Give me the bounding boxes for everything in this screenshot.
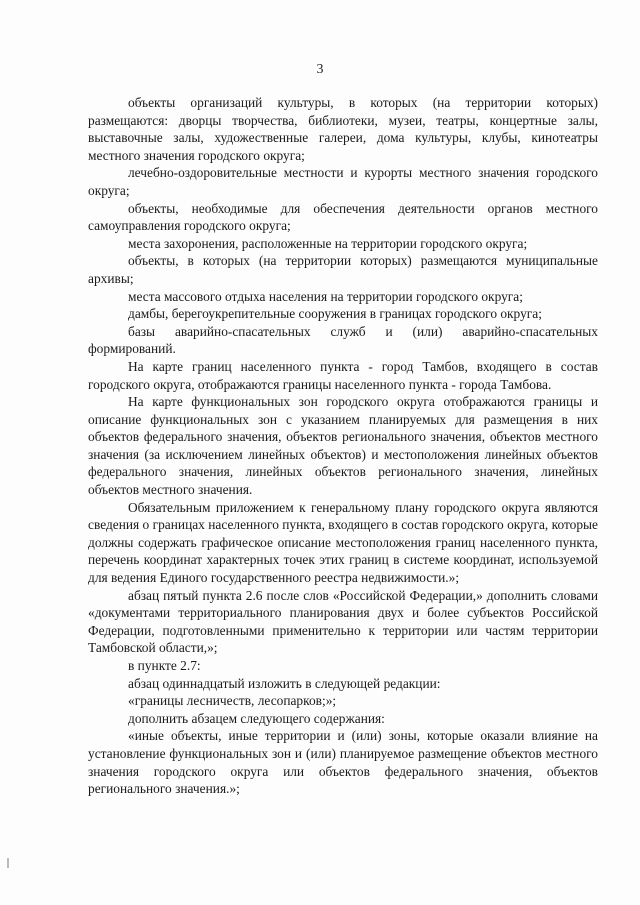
page-number: 3 bbox=[316, 62, 324, 77]
paragraph: объекты, в которых (на территории которых) размещаются муниципальные архивы; bbox=[88, 253, 598, 286]
paragraph: абзац пятый пункта 2.6 после слов «Российской Федерации,» дополнить словами «документами территориального планирования двух и более субъектов Российской Федерации, подготовленными применительно к территории или частям территории Тамбовской области,»; bbox=[88, 587, 598, 656]
paragraph: Обязательным приложением к генеральному плану городского округа являются сведения о границах населенного пункта, входящего в состав городского округа, которые должны содержать графическое описание местоположения границ населенного пункта, перечень координат характерных точек этих границ в системе координат, используемой для ведения Единого государственного реестра недвижимости.»; bbox=[88, 499, 598, 586]
paragraph: дополнить абзацем следующего содержания: bbox=[128, 710, 385, 726]
paragraph: лечебно-оздоровительные местности и курорты местного значения городского округа; bbox=[88, 165, 598, 198]
paragraph: базы аварийно-спасательных служб и (или) аварийно-спасательных формирований. bbox=[88, 323, 598, 357]
paragraph: объекты, необходимые для обеспечения деятельности органов местного самоуправления городского округа; bbox=[88, 200, 598, 234]
paragraph: На карте границ населенного пункта - город Тамбов, входящего в состав городского округа, отображаются границы населенного пункта - города Тамбова. bbox=[88, 358, 598, 392]
paragraph: места массового отдыха населения на территории городского округа; bbox=[128, 288, 523, 304]
paragraph: дамбы, берегоукрепительные сооружения в границах городского округа; bbox=[128, 306, 542, 322]
paragraph: объекты организаций культуры, в которых (на территории которых) размещаются: дворцы творчества, библиотеки, музеи, театры, концертные залы, выставочные залы, художественные галереи, дома культуры, клубы, кинотеатры местного значения городского округа; bbox=[88, 95, 598, 163]
document-body bbox=[88, 94, 598, 798]
paragraph: «иные объекты, иные территории и (или) зоны, которые оказали влияние на установление функциональных зон и (или) планируемое размещение объектов местного значения городского округа или объектов федерального значения, объектов регионального значения.»; bbox=[88, 728, 598, 797]
paragraph: «границы лесничеств, лесопарков;»; bbox=[128, 693, 337, 709]
paragraph: абзац одиннадцатый изложить в следующей редакции: bbox=[128, 675, 441, 691]
paragraph: в пункте 2.7: bbox=[128, 658, 201, 673]
paragraph: На карте функциональных зон городского округа отображаются границы и описание функциональных зон с указанием планируемых для размещения в них объектов федерального значения, объектов регионального значения, объектов местного значения (за исключением линейных объектов) и местоположения линейных объектов федерального значения, линейных объектов регионального значения, линейных объектов местного значения. bbox=[88, 394, 598, 498]
paragraph: места захоронения, расположенные на территории городского округа; bbox=[128, 235, 528, 251]
scan-artifact bbox=[7, 858, 9, 868]
